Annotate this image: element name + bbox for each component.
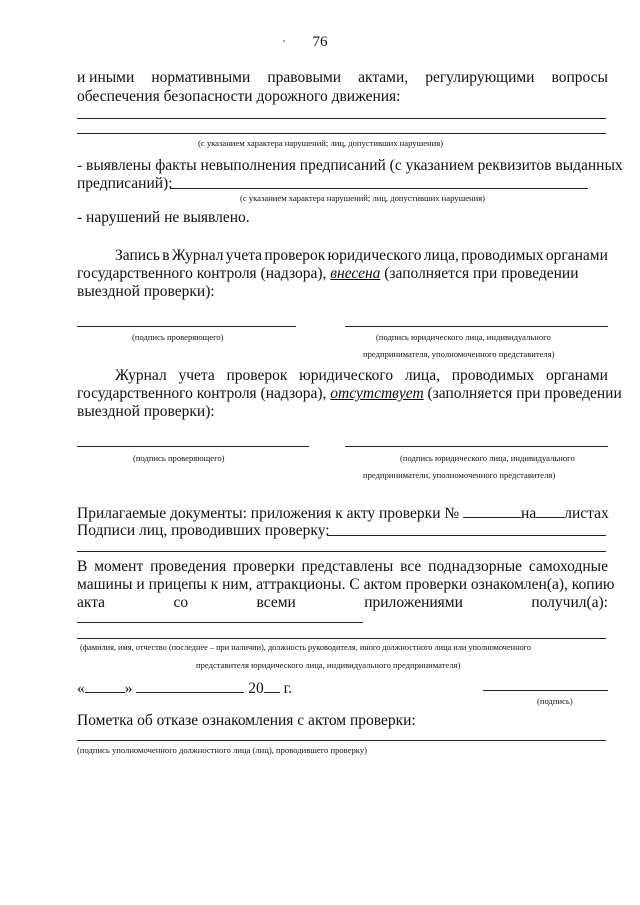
word: и иными xyxy=(77,69,135,86)
fill-line xyxy=(77,622,363,623)
journal-absent-emphasis: отсутствует xyxy=(330,385,424,402)
word: юридического xyxy=(299,367,394,384)
journal-absent-line2a: государственного контроля (надзора), xyxy=(77,385,327,402)
fill-line xyxy=(170,188,588,189)
refusal-caption: (подпись уполномоченного должностного лица (лиц), проводившего проверку) xyxy=(77,745,368,755)
refusal-line: Пометка об отказе ознакомления с актом проверки: xyxy=(77,712,416,729)
journal-entry-sig-right-1: (подпись юридического лица, индивидуального xyxy=(376,332,551,342)
page-number: 76 xyxy=(312,34,328,50)
journal-absent-line1 xyxy=(115,367,608,385)
word: все xyxy=(400,558,422,575)
signature-line xyxy=(345,326,608,327)
word: со xyxy=(173,594,189,611)
journal-entry-sig-left: (подпись проверяющего) xyxy=(132,332,224,342)
journal-entry-line2a: государственного контроля (надзора), xyxy=(77,265,327,282)
signature-line xyxy=(77,446,309,447)
word: в xyxy=(162,247,170,264)
word: лица, xyxy=(404,367,440,384)
word: всеми xyxy=(256,594,296,611)
acquaint-line2: машины и прицепы к ним, аттракционы. С актом проверки ознакомлен(а), копию xyxy=(77,576,615,593)
fill-line xyxy=(77,551,606,552)
word: момент xyxy=(94,558,144,575)
block1-caption: (с указанием характера нарушений; лиц, допустивших нарушения) xyxy=(198,138,444,148)
journal-absent-line3: выездной проверки): xyxy=(77,403,215,420)
journal-absent-line2 xyxy=(77,385,622,403)
word: нормативными xyxy=(151,69,251,86)
journal-entry-line1 xyxy=(115,247,608,265)
block1-line2: обеспечения безопасности дорожного движения: xyxy=(77,88,401,105)
journal-entry-line3: выездной проверки): xyxy=(77,283,215,300)
word: представлены xyxy=(301,558,394,575)
word: органами xyxy=(545,367,608,384)
journal-absent-sig-right-2: предприниматели, уполномоченного представителя) xyxy=(363,470,556,480)
word: вопросы xyxy=(551,69,608,86)
journal-entry-emphasis: внесена xyxy=(330,265,381,282)
word: проводимых xyxy=(451,367,535,384)
journal-absent-sig-right-1: (подпись юридического лица, индивидуального xyxy=(400,453,575,463)
word: приложениями xyxy=(364,594,463,611)
journal-entry-line2 xyxy=(77,265,579,283)
word: лица, xyxy=(423,247,459,264)
word: проверок xyxy=(264,247,326,264)
attachments-line1a: Прилагаемые документы: приложения к акту проверки № xyxy=(77,505,460,522)
word: акта xyxy=(77,594,106,611)
word: получил(а): xyxy=(531,594,608,611)
acquaint-caption2: представителя юридического лица, индивидуального предпринимателя) xyxy=(196,660,461,670)
fill-line xyxy=(77,118,606,119)
word: юридического xyxy=(327,247,422,264)
fill-line xyxy=(77,638,606,639)
word: актами, xyxy=(358,69,409,86)
signature-line xyxy=(345,446,608,447)
word: правовыми xyxy=(267,69,342,86)
word: поднадзорные xyxy=(428,558,523,575)
date-line xyxy=(77,679,292,698)
sheets-count-blank xyxy=(536,504,564,518)
attachments-line1 xyxy=(77,504,609,523)
word: проверок xyxy=(226,367,288,384)
fill-line xyxy=(77,133,606,134)
open-quote: « xyxy=(77,680,85,697)
attachments-line2: Подписи лиц, проводивших проверку: xyxy=(77,522,330,539)
word: органами xyxy=(545,247,608,264)
acquaint-line1 xyxy=(77,558,608,576)
word: проводимых xyxy=(461,247,544,264)
month-blank xyxy=(136,679,244,693)
close-quote: » xyxy=(124,680,133,697)
fill-line xyxy=(327,535,606,536)
block2-line3: - нарушений не выявлено. xyxy=(77,209,250,226)
word: В xyxy=(77,558,88,575)
journal-absent-sig-left: (подпись проверяющего) xyxy=(133,453,225,463)
year-blank xyxy=(264,679,280,693)
attachments-line1c: листах xyxy=(564,505,609,522)
word: самоходные xyxy=(528,558,608,575)
signature-line xyxy=(77,326,296,327)
block2-caption: (с указанием характера нарушений; лиц, допустивших нарушения) xyxy=(240,193,486,203)
journal-absent-line2b: (заполняется при проведении xyxy=(427,385,622,402)
year-prefix: 20 xyxy=(248,680,264,697)
signature-line xyxy=(483,690,608,691)
word: Журнал xyxy=(171,247,224,264)
word: учета xyxy=(225,247,263,264)
block2-line2: предписаний): xyxy=(77,175,173,192)
fill-line xyxy=(77,740,606,741)
word: регулирующими xyxy=(425,69,535,86)
block1-line1 xyxy=(77,69,608,87)
acquaint-caption1: (фамилия, имя, отчество (последнее – при наличии), должность руководителя, иного должностного лица или уполномоченного xyxy=(80,643,532,652)
act-number-blank xyxy=(463,504,521,518)
word: Журнал xyxy=(115,367,167,384)
journal-entry-line2b: (заполняется при проведении xyxy=(384,265,579,282)
block2-line1: - выявлены факты невыполнения предписаний (с указанием реквизитов выданных xyxy=(77,157,623,174)
word: проведения xyxy=(150,558,227,575)
acquaint-line3 xyxy=(77,594,608,612)
journal-entry-sig-right-2: предпринимателя, уполномоченного представителя) xyxy=(363,349,555,359)
year-suffix: г. xyxy=(283,680,293,697)
day-blank xyxy=(85,679,125,693)
signature-caption: (подпись) xyxy=(537,696,573,706)
word: учета xyxy=(178,367,215,384)
attachments-line1b: на xyxy=(521,505,537,522)
word: Запись xyxy=(115,247,160,264)
word: проверки xyxy=(233,558,295,575)
